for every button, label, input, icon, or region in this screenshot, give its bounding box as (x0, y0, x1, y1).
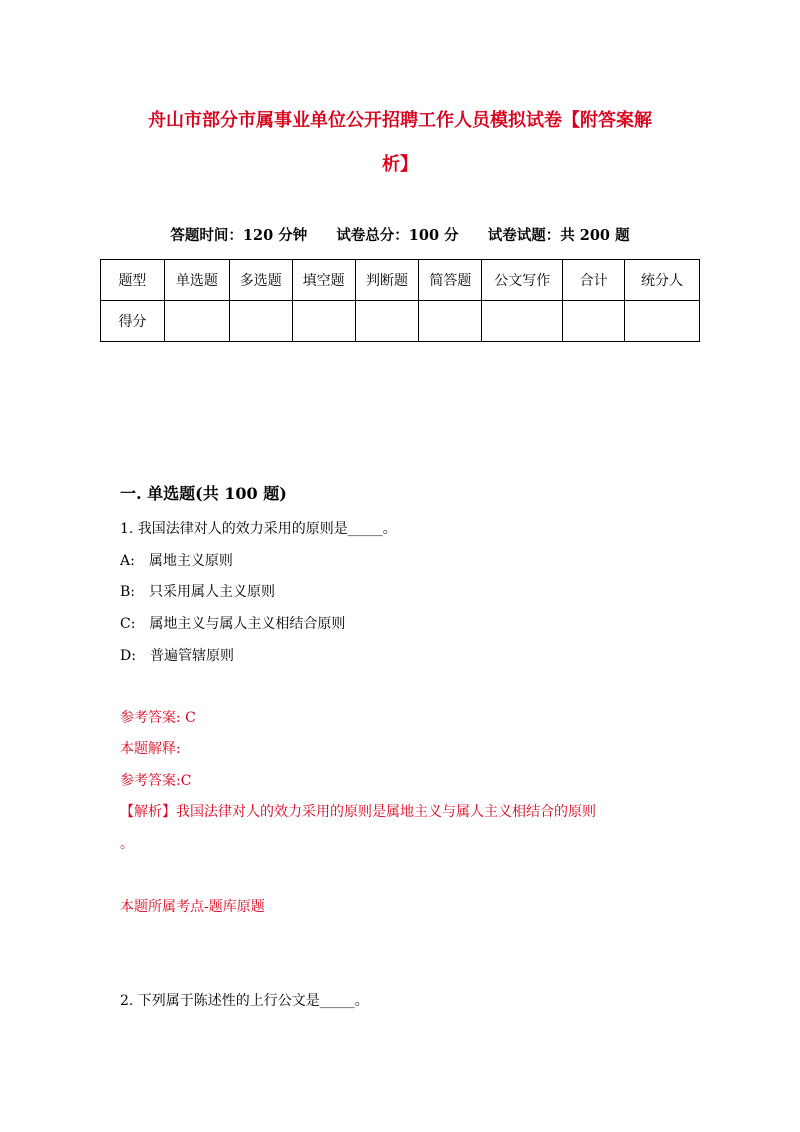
header-cell: 统分人 (625, 260, 700, 301)
score-cell (482, 301, 563, 342)
exam-time: 答题时间：120 分钟 (170, 227, 308, 244)
question-1-option-a: A: 属地主义原则 (120, 553, 233, 569)
question-1-option-d: D: 普遍管辖原则 (120, 648, 234, 664)
question-2-text: 2. 下列属于陈述性的上行公文是_____。 (120, 993, 369, 1009)
score-cell (355, 301, 419, 342)
score-cell (419, 301, 482, 342)
question-1-text: 1. 我国法律对人的效力采用的原则是_____。 (120, 521, 397, 537)
exam-question-count: 试卷试题：共 200 题 (487, 227, 630, 244)
score-row-label: 得分 (101, 301, 165, 342)
header-cell: 多选题 (229, 260, 292, 301)
header-cell: 填空题 (292, 260, 355, 301)
question-1-answer-repeat: 参考答案:C (120, 773, 192, 789)
exam-meta (100, 224, 700, 245)
header-cell: 单选题 (164, 260, 229, 301)
question-1-topic: 本题所属考点-题库原题 (120, 899, 265, 915)
header-cell: 简答题 (419, 260, 482, 301)
question-1-explain-label: 本题解释: (120, 741, 181, 757)
question-1-analysis: 【解析】我国法律对人的效力采用的原则是属地主义与属人主义相结合的原则 (120, 804, 596, 820)
document-title-line2: 析】 (382, 154, 418, 175)
score-cell (625, 301, 700, 342)
header-cell: 公文写作 (482, 260, 563, 301)
score-cell (229, 301, 292, 342)
score-table-score-row (101, 301, 700, 342)
header-cell: 判断题 (355, 260, 419, 301)
document-title-line1: 舟山市部分市属事业单位公开招聘工作人员模拟试卷【附答案解 (148, 110, 652, 131)
score-cell (563, 301, 625, 342)
score-cell (164, 301, 229, 342)
header-cell: 题型 (101, 260, 165, 301)
question-1-option-b: B: 只采用属人主义原则 (120, 584, 276, 600)
exam-total-score: 试卷总分：100 分 (336, 227, 459, 244)
score-cell (292, 301, 355, 342)
question-1-answer: 参考答案: C (120, 710, 196, 726)
score-table (100, 259, 700, 342)
header-cell: 合计 (563, 260, 625, 301)
score-table-header-row (101, 260, 700, 301)
section-title: 一. 单选题(共 100 题) (120, 484, 287, 503)
question-1-analysis-end: 。 (120, 836, 134, 852)
question-1-option-c: C: 属地主义与属人主义相结合原则 (120, 616, 346, 632)
